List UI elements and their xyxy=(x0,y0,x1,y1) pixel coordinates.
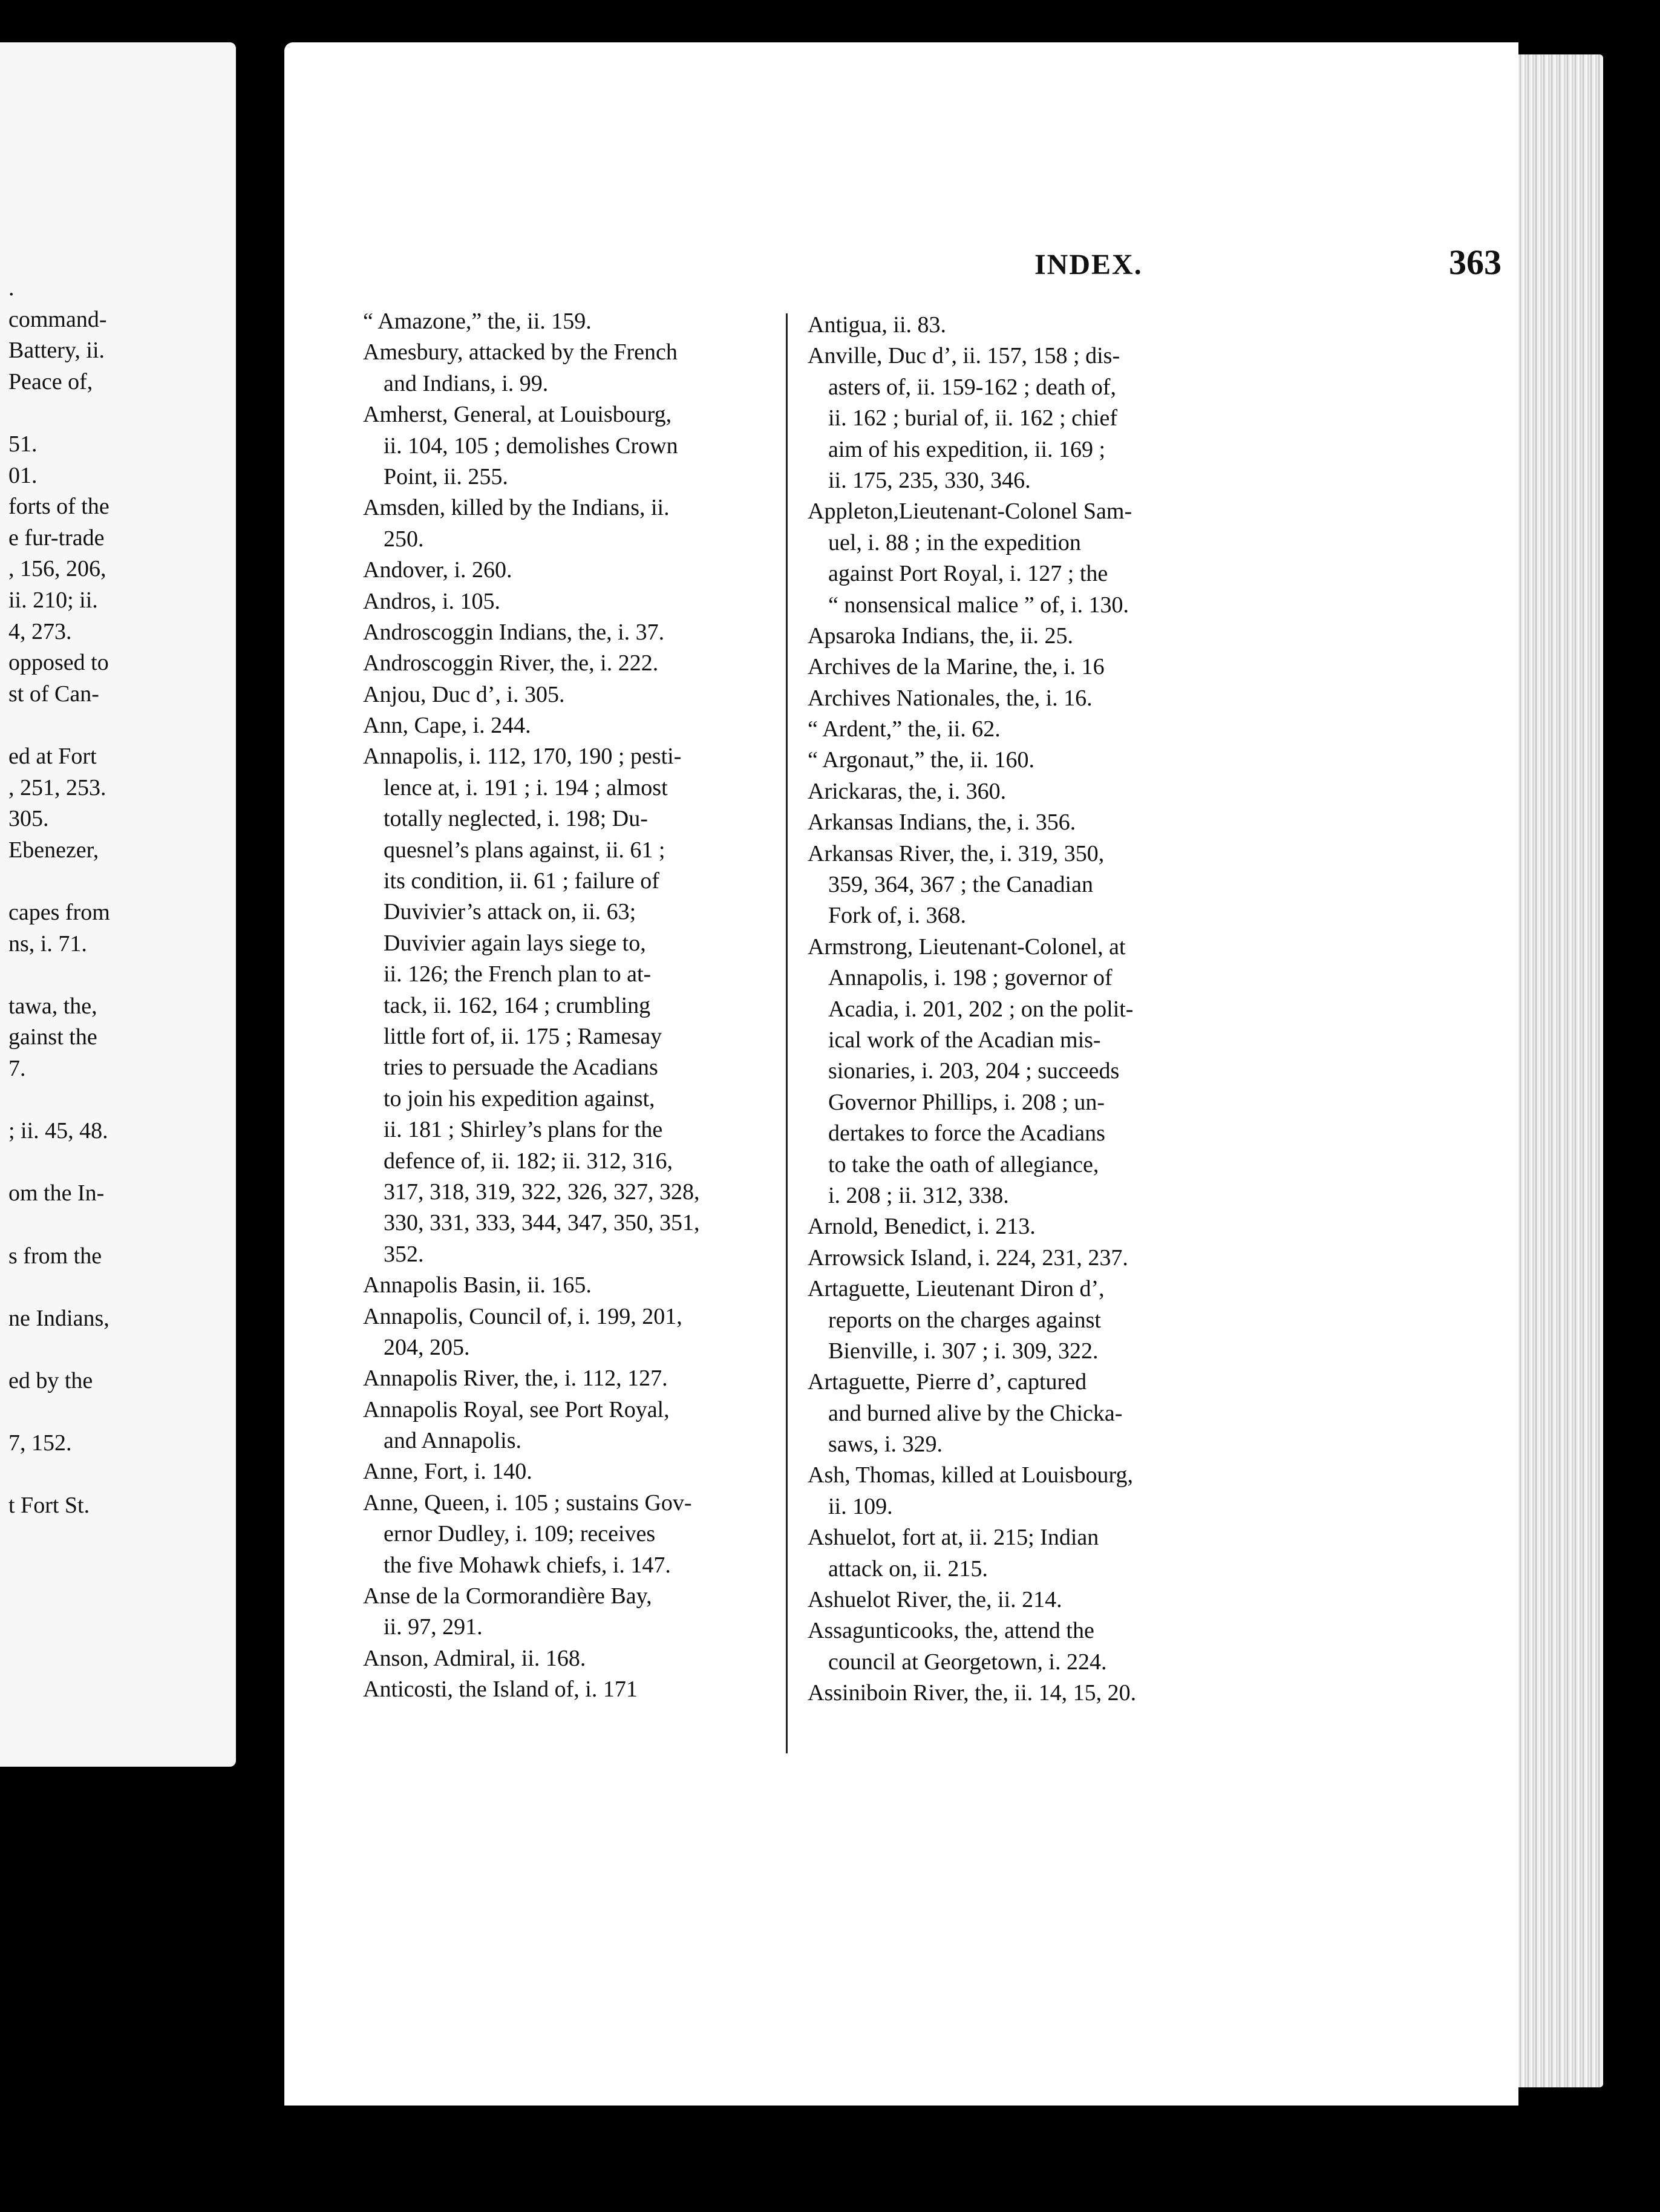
left-page-fragment: om the In- xyxy=(8,1180,105,1206)
index-entry: Anne, Queen, i. 105 ; sustains Gov- xyxy=(363,1490,692,1516)
index-entry-continuation: lence at, i. 191 ; i. 194 ; almost xyxy=(384,774,668,800)
left-page-fragment: ; ii. 45, 48. xyxy=(8,1118,108,1144)
index-entry: Annapolis Basin, ii. 165. xyxy=(363,1272,592,1298)
index-entry: Armstrong, Lieutenant-Colonel, at xyxy=(808,934,1126,960)
left-page-fragment: 51. xyxy=(8,431,38,457)
index-entry-continuation: and burned alive by the Chicka- xyxy=(828,1400,1123,1426)
left-page-fragment: s from the xyxy=(8,1243,102,1269)
index-entry: Annapolis Royal, see Port Royal, xyxy=(363,1396,670,1422)
index-entry-continuation: ii. 109. xyxy=(828,1493,893,1519)
left-page-fragment: capes from xyxy=(8,900,110,925)
index-entry: Annapolis River, the, i. 112, 127. xyxy=(363,1366,668,1392)
left-page-fragment: 7. xyxy=(8,1056,26,1081)
left-page-fragment: Battery, ii. xyxy=(8,338,105,364)
index-entry: Anne, Fort, i. 140. xyxy=(363,1459,532,1485)
index-entry-continuation: tack, ii. 162, 164 ; crumbling xyxy=(384,992,651,1018)
index-entry-continuation: Annapolis, i. 198 ; governor of xyxy=(828,965,1113,991)
index-entry: Arrowsick Island, i. 224, 231, 237. xyxy=(808,1245,1128,1271)
index-entry: Arnold, Benedict, i. 213. xyxy=(808,1214,1036,1240)
index-entry-continuation: uel, i. 88 ; in the expedition xyxy=(828,529,1081,555)
index-entry-continuation: ii. 104, 105 ; demolishes Crown xyxy=(384,433,678,459)
left-page-fragment: ns, i. 71. xyxy=(8,931,87,957)
index-entry-continuation: defence of, ii. 182; ii. 312, 316, xyxy=(384,1148,673,1174)
page-edges xyxy=(1506,54,1603,2087)
index-entry-continuation: ii. 162 ; burial of, ii. 162 ; chief xyxy=(828,405,1118,431)
left-page-fragment: ed by the xyxy=(8,1368,93,1393)
index-entry-continuation: Duvivier’s attack on, ii. 63; xyxy=(384,899,636,925)
left-page-fragment: Ebenezer, xyxy=(8,837,99,863)
left-page-fragment: t Fort St. xyxy=(8,1493,90,1519)
index-entry: Arkansas Indians, the, i. 356. xyxy=(808,810,1076,836)
index-entry-continuation: saws, i. 329. xyxy=(828,1432,943,1458)
index-entry: Ashuelot River, the, ii. 214. xyxy=(808,1587,1062,1613)
index-entry: Amherst, General, at Louisbourg, xyxy=(363,402,672,428)
index-entry: Annapolis, i. 112, 170, 190 ; pesti- xyxy=(363,744,682,770)
left-page-fragment: command- xyxy=(8,306,107,332)
index-entry: Archives Nationales, the, i. 16. xyxy=(808,685,1093,711)
index-entry: Assiniboin River, the, ii. 14, 15, 20. xyxy=(808,1680,1137,1706)
index-page xyxy=(284,42,1518,2106)
left-page-fragment: 01. xyxy=(8,462,38,488)
left-page-fragment: tawa, the, xyxy=(8,993,97,1019)
page-number: 363 xyxy=(1449,243,1502,282)
index-entry-continuation: “ nonsensical malice ” of, i. 130. xyxy=(828,592,1129,618)
index-entry: Amsden, killed by the Indians, ii. xyxy=(363,495,670,521)
index-entry-continuation: ernor Dudley, i. 109; receives xyxy=(384,1521,656,1547)
left-page-fragment: , 251, 253. xyxy=(8,774,106,800)
left-page-fragment: ne Indians, xyxy=(8,1305,109,1331)
left-page-fragment: . xyxy=(8,275,15,301)
index-entry: Apsaroka Indians, the, ii. 25. xyxy=(808,623,1074,649)
left-page-fragment: Peace of, xyxy=(8,368,93,394)
index-entry-continuation: the five Mohawk chiefs, i. 147. xyxy=(384,1552,671,1578)
index-entry-continuation: Acadia, i. 201, 202 ; on the polit- xyxy=(828,996,1134,1022)
index-entry-continuation: and Annapolis. xyxy=(384,1428,521,1454)
index-entry-continuation: ii. 175, 235, 330, 346. xyxy=(828,467,1031,493)
left-page-fragment: , 156, 206, xyxy=(8,556,106,582)
index-entry-continuation: ii. 181 ; Shirley’s plans for the xyxy=(384,1117,663,1143)
index-entry-continuation: ii. 126; the French plan to at- xyxy=(384,961,652,987)
left-page-fragment: forts of the xyxy=(8,494,109,520)
index-entry-continuation: Point, ii. 255. xyxy=(384,463,508,489)
index-entry-continuation: aim of his expedition, ii. 169 ; xyxy=(828,436,1106,462)
index-entry-continuation: 204, 205. xyxy=(384,1334,470,1360)
index-entry-continuation: attack on, ii. 215. xyxy=(828,1556,988,1582)
index-entry-continuation: 352. xyxy=(384,1241,424,1267)
index-entry: Arickaras, the, i. 360. xyxy=(808,778,1007,804)
index-entry-continuation: 330, 331, 333, 344, 347, 350, 351, xyxy=(384,1210,700,1236)
left-page-fragment: e fur-trade xyxy=(8,525,105,551)
left-page-fragment: gainst the xyxy=(8,1024,97,1050)
index-entry-continuation: Governor Phillips, i. 208 ; un- xyxy=(828,1089,1105,1115)
index-entry-continuation: 359, 364, 367 ; the Canadian xyxy=(828,872,1093,898)
index-entry-continuation: totally neglected, i. 198; Du- xyxy=(384,806,648,832)
index-entry-continuation: quesnel’s plans against, ii. 61 ; xyxy=(384,837,665,863)
index-entry: Artaguette, Pierre d’, captured xyxy=(808,1369,1087,1395)
index-entry: Androscoggin Indians, the, i. 37. xyxy=(363,619,665,645)
running-header: INDEX. xyxy=(1034,249,1143,281)
index-column-right xyxy=(808,310,1497,1709)
index-entry: Anson, Admiral, ii. 168. xyxy=(363,1645,586,1671)
index-entry: Anse de la Cormorandière Bay, xyxy=(363,1583,652,1609)
index-entry-continuation: asters of, ii. 159-162 ; death of, xyxy=(828,374,1116,400)
left-page-fragment: opposed to xyxy=(8,650,109,676)
index-entry: Appleton,Lieutenant-Colonel Sam- xyxy=(808,499,1132,525)
index-entry-continuation: 317, 318, 319, 322, 326, 327, 328, xyxy=(384,1179,700,1205)
index-entry-continuation: ii. 97, 291. xyxy=(384,1614,483,1640)
index-entry-continuation: to take the oath of allegiance, xyxy=(828,1151,1099,1177)
index-entry-continuation: 250. xyxy=(384,526,424,552)
index-entry: Anville, Duc d’, ii. 157, 158 ; dis- xyxy=(808,343,1120,369)
index-entry-continuation: reports on the charges against xyxy=(828,1307,1101,1333)
index-entry-continuation: against Port Royal, i. 127 ; the xyxy=(828,561,1108,587)
index-entry-continuation: little fort of, ii. 175 ; Ramesay xyxy=(384,1023,662,1049)
index-entry: Assagunticooks, the, attend the xyxy=(808,1618,1094,1644)
left-page-fragment: ed at Fort xyxy=(8,744,97,769)
index-entry: Amesbury, attacked by the French xyxy=(363,339,678,365)
index-entry-continuation: Bienville, i. 307 ; i. 309, 322. xyxy=(828,1338,1099,1364)
index-entry: “ Amazone,” the, ii. 159. xyxy=(363,309,592,334)
index-entry: Ann, Cape, i. 244. xyxy=(363,713,531,739)
index-entry: Archives de la Marine, the, i. 16 xyxy=(808,654,1105,680)
index-entry: Andover, i. 260. xyxy=(363,557,512,583)
index-entry: Anticosti, the Island of, i. 171 xyxy=(363,1677,638,1703)
index-entry-continuation: ical work of the Acadian mis- xyxy=(828,1027,1101,1053)
index-entry: Ashuelot, fort at, ii. 215; Indian xyxy=(808,1525,1099,1551)
index-entry-continuation: i. 208 ; ii. 312, 338. xyxy=(828,1182,1009,1208)
index-entry-continuation: to join his expedition against, xyxy=(384,1085,655,1111)
left-page-fragment: 7, 152. xyxy=(8,1430,72,1456)
index-entry-continuation: dertakes to force the Acadians xyxy=(828,1121,1105,1147)
facing-page-left xyxy=(0,42,236,1767)
index-entry-continuation: tries to persuade the Acadians xyxy=(384,1055,658,1081)
left-page-fragment: 305. xyxy=(8,806,49,832)
index-entry-continuation: sionaries, i. 203, 204 ; succeeds xyxy=(828,1058,1120,1084)
left-page-fragment: ii. 210; ii. xyxy=(8,587,98,613)
index-entry-continuation: council at Georgetown, i. 224. xyxy=(828,1649,1107,1675)
index-entry: Annapolis, Council of, i. 199, 201, xyxy=(363,1303,682,1329)
index-entry-continuation: its condition, ii. 61 ; failure of xyxy=(384,868,659,894)
index-entry-continuation: Duvivier again lays siege to, xyxy=(384,930,646,956)
index-entry: Ash, Thomas, killed at Louisbourg, xyxy=(808,1462,1133,1488)
index-entry: Artaguette, Lieutenant Diron d’, xyxy=(808,1276,1105,1302)
index-entry: “ Argonaut,” the, ii. 160. xyxy=(808,747,1035,773)
index-entry: Andros, i. 105. xyxy=(363,588,500,614)
left-page-fragment: 4, 273. xyxy=(8,618,72,644)
index-entry: Androscoggin River, the, i. 222. xyxy=(363,650,659,676)
index-entry: Arkansas River, the, i. 319, 350, xyxy=(808,840,1105,866)
left-page-fragment: st of Can- xyxy=(8,681,99,707)
index-entry: Antigua, ii. 83. xyxy=(808,312,947,338)
index-entry: “ Ardent,” the, ii. 62. xyxy=(808,716,1001,742)
index-entry-continuation: Fork of, i. 368. xyxy=(828,903,966,929)
index-entry: Anjou, Duc d’, i. 305. xyxy=(363,681,565,707)
index-entry-continuation: and Indians, i. 99. xyxy=(384,370,549,396)
